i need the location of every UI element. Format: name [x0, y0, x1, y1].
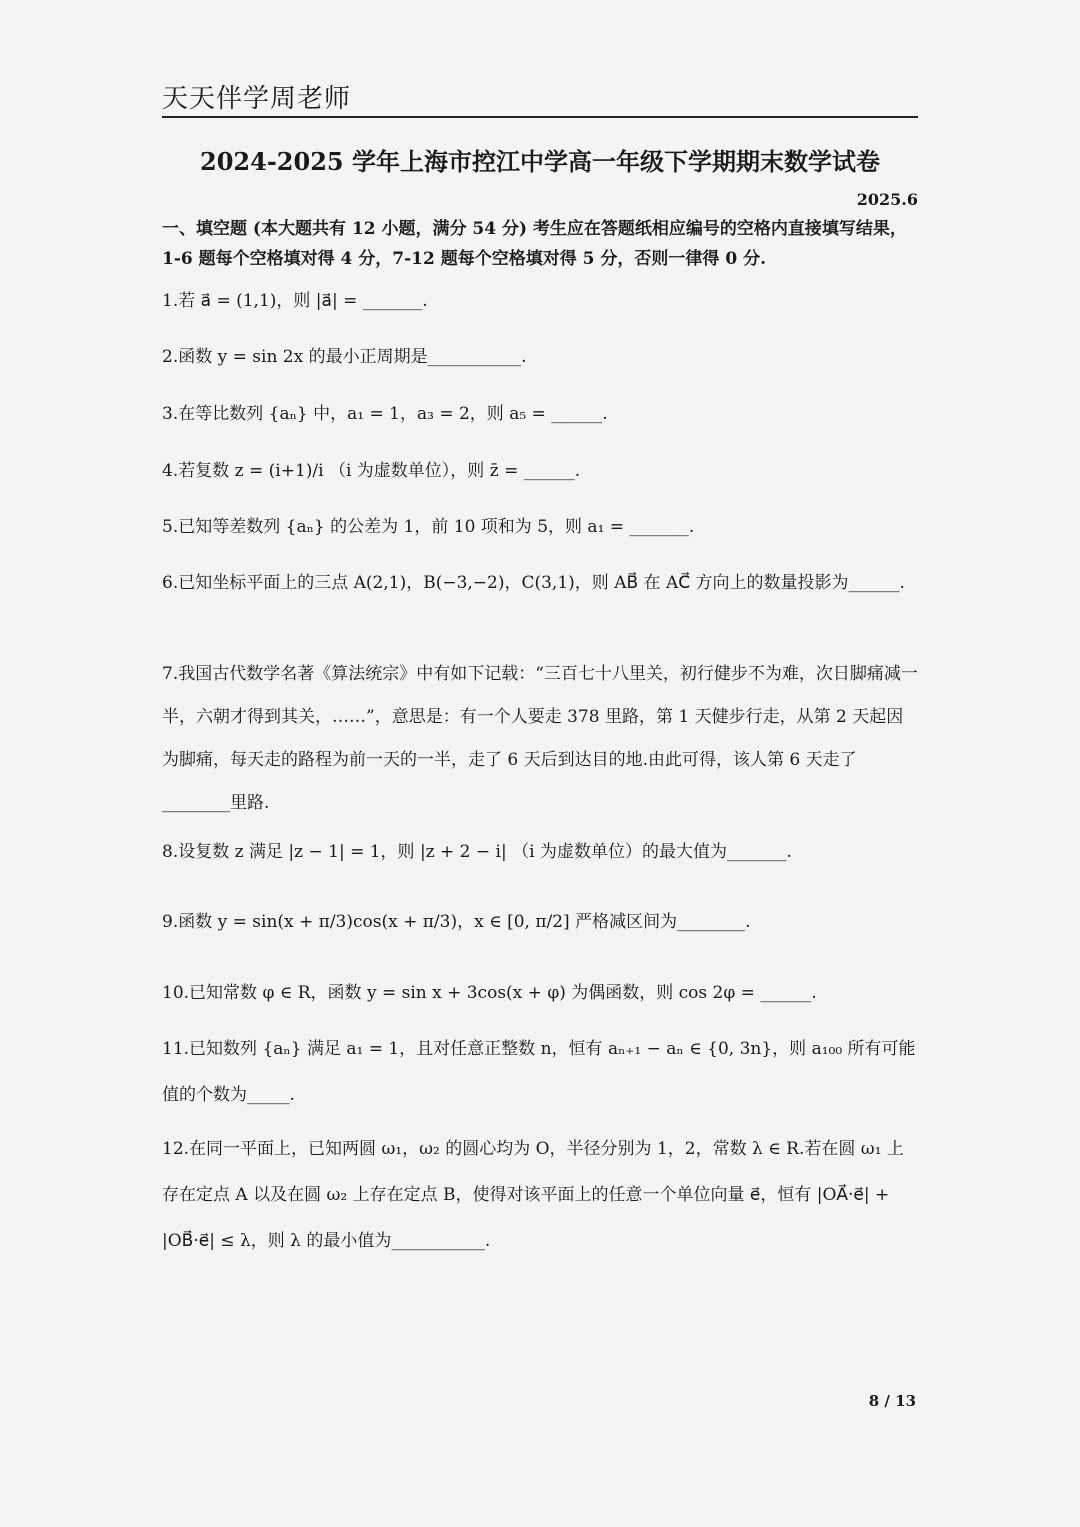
question-3: 3.在等比数列 {aₙ} 中，a₁ = 1，a₃ = 2，则 a₅ = ______.	[162, 404, 608, 424]
question-10: 10.已知常数 φ ∈ R，函数 y = sin x + 3cos(x + φ) 为偶函数，则 cos 2φ = ______.	[162, 983, 817, 1003]
question-11: 11.已知数列 {aₙ} 满足 a₁ = 1，且对任意正整数 n，恒有 aₙ₊₁ − aₙ ∈ {0, 3n}，则 a₁₀₀ 所有可能值的个数为_____.	[162, 1039, 916, 1105]
question-6: 6.已知坐标平面上的三点 A(2,1)，B(−3,−2)，C(3,1)，则 AB⃗ 在 AC⃗ 方向上的数量投影为______.	[162, 573, 905, 593]
document-date: 2025.6	[856, 190, 918, 209]
section-heading: 一、填空题 (本大题共有 12 小题，满分 54 分) 考生应在答题纸相应编号的空格内直接填写结果，1-6 题每个空格填对得 4 分，7-12 题每个空格填对得 5 分，否则一律得 0 分.	[162, 219, 907, 269]
header-title: 天天伴学周老师	[162, 84, 352, 114]
page-header	[162, 78, 918, 118]
question-8: 8.设复数 z 满足 |z − 1| = 1，则 |z + 2 − i| （i 为虚数单位）的最大值为_______.	[162, 842, 792, 862]
question-9: 9.函数 y = sin(x + π/3)cos(x + π/3)，x ∈ [0, π/2] 严格减区间为________.	[162, 912, 751, 932]
question-5: 5.已知等差数列 {aₙ} 的公差为 1，前 10 项和为 5，则 a₁ = _______.	[162, 517, 695, 537]
document-title: 2024-2025 学年上海市控江中学高一年级下学期期末数学试卷	[200, 147, 880, 176]
page-number: 8 / 13	[868, 1392, 916, 1410]
question-7: 7.我国古代数学名著《算法统宗》中有如下记载：“三百七十八里关，初行健步不为难，次日脚痛减一半，六朝才得到其关，……”，意思是：有一个人要走 378 里路，第 1 天健步行走，从第 2 天起因为脚痛，每天走的路程为前一天的一半，走了 6 天后到达目的地.由此可得，该人第 6 天走了________里路.	[162, 664, 918, 813]
question-12: 12.在同一平面上，已知两圆 ω₁，ω₂ 的圆心均为 O，半径分别为 1，2，常数 λ ∈ R.若在圆 ω₁ 上存在定点 A 以及在圆 ω₂ 上存在定点 B，使得对该平面上的任意一个单位向量 e⃗，恒有 |OA⃗·e⃗| + |OB⃗·e⃗| ≤ λ，则 λ 的最小值为___________.	[162, 1139, 904, 1251]
question-1: 1.若 a⃗ = (1,1)，则 |a⃗| = _______.	[162, 291, 428, 311]
question-2: 2.函数 y = sin 2x 的最小正周期是___________.	[162, 347, 527, 367]
question-4: 4.若复数 z = (i+1)/i （i 为虚数单位），则 z̄ = ______.	[162, 461, 581, 481]
